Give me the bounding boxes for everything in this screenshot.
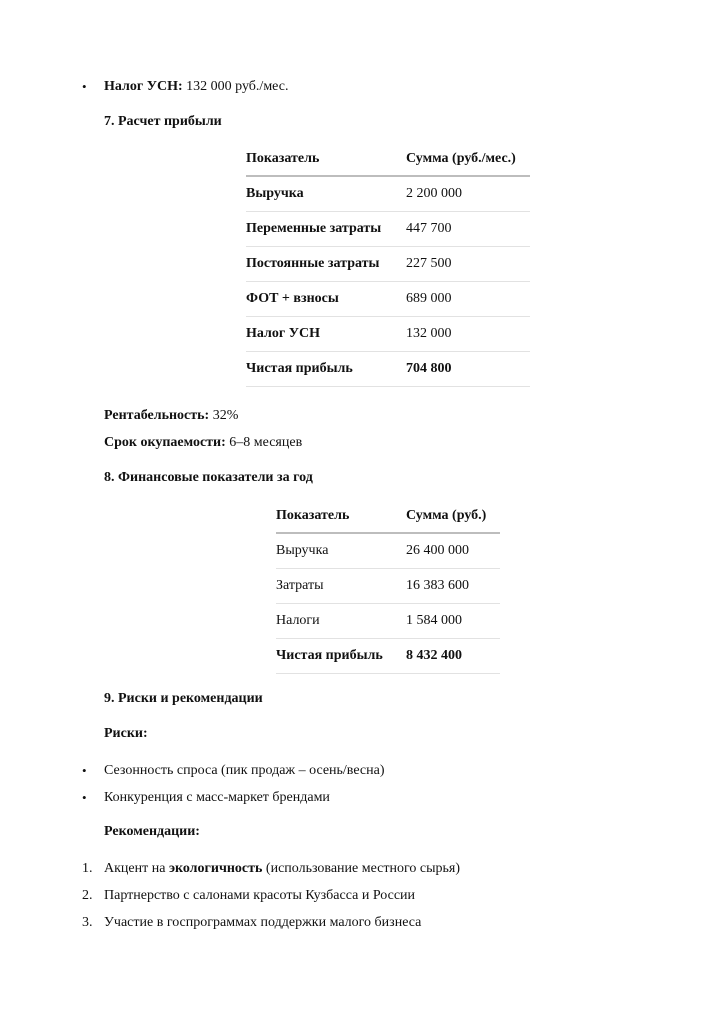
row-label: Постоянные затраты bbox=[246, 247, 406, 282]
row-label: ФОТ + взносы bbox=[246, 282, 406, 317]
row-value: 16 383 600 bbox=[406, 569, 500, 604]
table-row bbox=[276, 604, 500, 639]
list-item: Сезонность спроса (пик продаж – осень/весна) bbox=[104, 763, 385, 778]
profitability-line bbox=[104, 407, 238, 425]
table-row bbox=[246, 352, 530, 387]
row-value: 1 584 000 bbox=[406, 604, 500, 639]
table-row bbox=[276, 639, 500, 674]
table-header-row bbox=[276, 500, 500, 533]
list-number: 3. bbox=[82, 915, 93, 930]
list-item-emphasis: экологичность bbox=[168, 861, 263, 876]
profit-table bbox=[246, 143, 530, 387]
list-item: Конкуренция с масс-маркет брендами bbox=[104, 790, 330, 805]
table-row bbox=[246, 282, 530, 317]
row-value: 704 800 bbox=[406, 352, 530, 387]
annual-table bbox=[276, 500, 500, 674]
list-item-text: (использование местного сырья) bbox=[262, 861, 461, 876]
row-label: Налог УСН bbox=[246, 317, 406, 352]
payback-value: 6–8 месяцев bbox=[229, 435, 303, 450]
payback-label: Срок окупаемости: bbox=[104, 435, 226, 450]
tax-value: 132 000 руб./мес. bbox=[186, 79, 289, 94]
table-row bbox=[246, 176, 530, 212]
table-header-row bbox=[246, 143, 530, 176]
column-header: Показатель bbox=[246, 143, 406, 176]
row-value: 227 500 bbox=[406, 247, 530, 282]
section-8-heading: 8. Финансовые показатели за год bbox=[104, 470, 313, 485]
row-label: Выручка bbox=[246, 176, 406, 212]
profitability-label: Рентабельность: bbox=[104, 408, 210, 423]
row-label: Чистая прибыль bbox=[276, 639, 406, 674]
section-9-heading: 9. Риски и рекомендации bbox=[104, 691, 263, 706]
list-number: 1. bbox=[82, 861, 93, 876]
row-value: 447 700 bbox=[406, 212, 530, 247]
bullet-marker: • bbox=[82, 763, 87, 778]
list-item bbox=[104, 860, 460, 878]
row-value: 689 000 bbox=[406, 282, 530, 317]
row-label: Налоги bbox=[276, 604, 406, 639]
tax-line bbox=[104, 78, 288, 96]
table-row bbox=[276, 569, 500, 604]
column-header: Сумма (руб./мес.) bbox=[406, 143, 530, 176]
column-header: Показатель bbox=[276, 500, 406, 533]
row-label: Чистая прибыль bbox=[246, 352, 406, 387]
column-header: Сумма (руб.) bbox=[406, 500, 500, 533]
section-7-heading: 7. Расчет прибыли bbox=[104, 114, 222, 129]
risks-heading: Риски: bbox=[104, 726, 148, 741]
table-row bbox=[246, 212, 530, 247]
row-value: 8 432 400 bbox=[406, 639, 500, 674]
row-value: 132 000 bbox=[406, 317, 530, 352]
row-label: Затраты bbox=[276, 569, 406, 604]
table-row bbox=[246, 247, 530, 282]
list-item: Партнерство с салонами красоты Кузбасса и России bbox=[104, 888, 416, 903]
list-item-text: Акцент на bbox=[104, 861, 169, 876]
bullet-marker: • bbox=[82, 79, 87, 94]
table-row bbox=[276, 533, 500, 569]
recommendations-heading: Рекомендации: bbox=[104, 824, 200, 839]
payback-line bbox=[104, 434, 302, 452]
row-value: 2 200 000 bbox=[406, 176, 530, 212]
row-value: 26 400 000 bbox=[406, 533, 500, 569]
bullet-marker: • bbox=[82, 790, 87, 805]
profitability-value: 32% bbox=[212, 408, 239, 423]
tax-label: Налог УСН: bbox=[104, 79, 183, 94]
row-label: Выручка bbox=[276, 533, 406, 569]
row-label: Переменные затраты bbox=[246, 212, 406, 247]
list-item: Участие в госпрограммах поддержки малого бизнеса bbox=[104, 915, 422, 930]
list-number: 2. bbox=[82, 888, 93, 903]
table-row bbox=[246, 317, 530, 352]
